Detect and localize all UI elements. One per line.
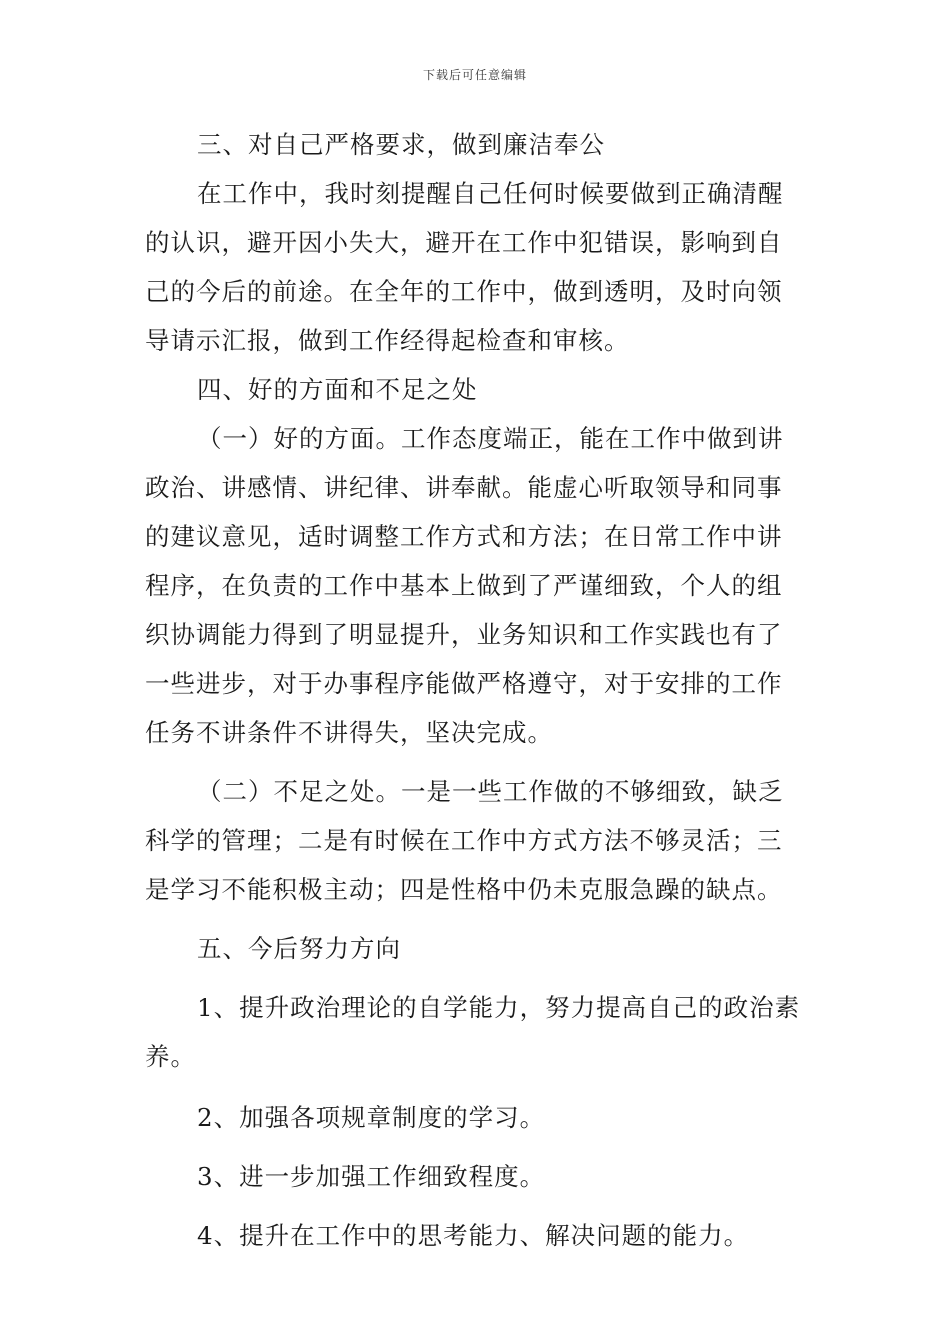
list-item-1: 1、提升政治理论的自学能力，努力提高自己的政治素 [197,993,801,1022]
paragraph-line: 己的今后的前途。在全年的工作中，做到透明，及时向领 [145,277,783,306]
paragraph-line: 一些进步，对于办事程序能做严格遵守，对于安排的工作 [145,669,783,698]
paragraph-line: （二）不足之处。一是一些工作做的不够细致，缺乏 [197,777,784,806]
list-item-3: 3、进一步加强工作细致程度。 [197,1162,546,1191]
header-note: 下载后可任意编辑 [422,68,527,82]
paragraph-line: （一）好的方面。工作态度端正，能在工作中做到讲 [197,424,784,453]
paragraph-line: 政治、讲感情、讲纪律、讲奉献。能虚心听取领导和同事 [145,473,783,502]
section-heading-3: 三、对自己严格要求，做到廉洁奉公 [197,130,605,159]
paragraph-line: 导请示汇报，做到工作经得起检查和审核。 [145,326,630,355]
paragraph-line: 的认识，避开因小失大，避开在工作中犯错误，影响到自 [145,228,783,257]
paragraph-line: 的建议意见，适时调整工作方式和方法；在日常工作中讲 [145,522,783,551]
list-item-2: 2、加强各项规章制度的学习。 [197,1103,546,1132]
section-heading-5: 五、今后努力方向 [197,934,401,963]
list-item-4: 4、提升在工作中的思考能力、解决问题的能力。 [197,1221,750,1250]
paragraph-line: 在工作中，我时刻提醒自己任何时候要做到正确清醒 [197,179,784,208]
paragraph-line: 任务不讲条件不讲得失，坚决完成。 [145,718,553,747]
paragraph-line: 程序，在负责的工作中基本上做到了严谨细致，个人的组 [145,571,783,600]
paragraph-line: 科学的管理；二是有时候在工作中方式方法不够灵活；三 [145,826,783,855]
document-body [145,120,807,1260]
list-item-1-continued: 养。 [145,1042,196,1071]
paragraph-line: 是学习不能积极主动；四是性格中仍未克服急躁的缺点。 [145,875,783,904]
section-heading-4: 四、好的方面和不足之处 [197,375,478,404]
paragraph-line: 织协调能力得到了明显提升，业务知识和工作实践也有了 [145,620,783,649]
